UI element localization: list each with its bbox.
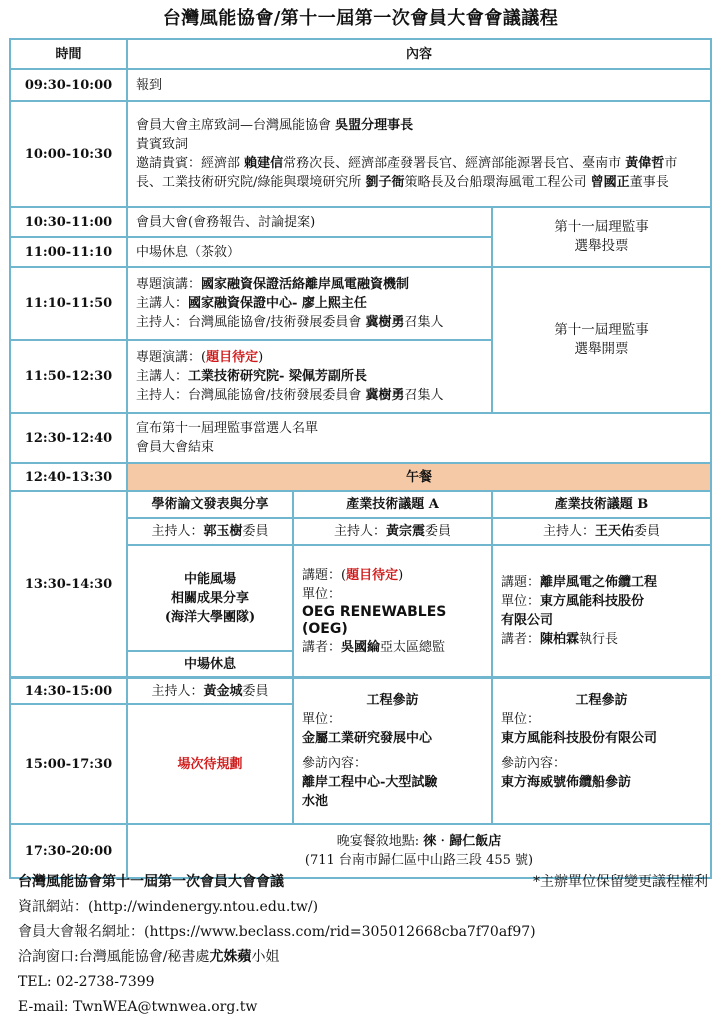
break2-text: 中場休息 xyxy=(127,651,293,677)
time-cell: 17:30-20:00 xyxy=(10,824,127,878)
afternoon-col1-host: 主持人：黃金城委員 xyxy=(127,678,293,704)
session-col2-body: 講題：(題目待定) 單位： OEG RENEWABLES (OEG) 講者：吳國綸亞太區總監 xyxy=(293,545,492,677)
session-col3-host: 主持人：王天佑委員 xyxy=(492,518,711,545)
email-link[interactable]: E-mail: TwnWEA@twnwea.org.tw xyxy=(18,999,258,1015)
phone-number: TEL: 02-2738-7399 xyxy=(18,974,155,990)
table-row xyxy=(10,69,711,101)
footer-org: 台灣風能協會第十一屆第一次會員大會會議 xyxy=(18,874,284,890)
table-row xyxy=(10,463,711,491)
header-time: 時間 xyxy=(10,39,127,69)
voting-cell: 第十一屆理監事 選舉投票 xyxy=(492,207,711,267)
time-cell: 12:30-12:40 xyxy=(10,413,127,463)
registration-text: 報到 xyxy=(127,69,711,101)
table-row xyxy=(10,491,711,518)
footer xyxy=(18,870,708,1020)
session-col1-body: 中能風場 相關成果分享 (海洋大學團隊) xyxy=(127,545,293,651)
afternoon-col3: 工程參訪 單位： 東方風能科技股份有限公司 參訪內容： 東方海威號佈纜船參訪 xyxy=(492,678,711,824)
time-cell: 09:30-10:00 xyxy=(10,69,127,101)
table-row xyxy=(10,267,711,340)
time-cell: 11:50-12:30 xyxy=(10,340,127,413)
header-content: 內容 xyxy=(127,39,711,69)
talk1-content: 專題演講：國家融資保證活絡離岸風電融資機制 主講人：國家融資保證中心- 廖上熙主任 主持人：台灣風能協會/技術發展委員會 冀樹勇召集人 xyxy=(127,267,492,340)
time-cell: 14:30-15:00 xyxy=(10,678,127,704)
contact-line: 洽詢窗口:台灣風能協會/秘書處尤姝蘋小姐 xyxy=(18,949,280,965)
table-row xyxy=(10,413,711,463)
afternoon-col2: 工程參訪 單位： 金屬工業研究發展中心 參訪內容： 離岸工程中心-大型試驗 水池 xyxy=(293,678,492,824)
counting-cell: 第十一屆理監事 選舉開票 xyxy=(492,267,711,413)
page-title: 台灣風能協會/第十一屆第一次會員大會會議議程 xyxy=(162,8,559,29)
time-cell: 13:30-14:30 xyxy=(10,491,127,677)
table-row xyxy=(10,678,711,704)
lunch-cell: 午餐 xyxy=(127,463,711,491)
footer-rights: *主辦單位保留變更議程權利 xyxy=(533,874,708,890)
website-link[interactable]: 資訊網站：(http://windenergy.ntou.edu.tw/) xyxy=(18,899,319,915)
registration-link[interactable]: 會員大會報名網址：(https://www.beclass.com/rid=305012668cba7f70af97) xyxy=(18,924,536,940)
afternoon-col1-body: 場次待規劃 xyxy=(127,704,293,824)
time-cell: 10:30-11:00 xyxy=(10,207,127,237)
session-col2-host: 主持人：黃宗震委員 xyxy=(293,518,492,545)
opening-content: 會員大會主席致詞—台灣風能協會 吳盟分理事長 貴賓致詞 邀請貴賓：經濟部 賴建信常務次長、經濟部產發署長官、經濟部能源署長官、臺南市 黃偉哲市長、工業技術研究院/綠能與環境研究所 劉子衙策略長及台船環海風電工程公司 曾國正董事長 xyxy=(127,101,711,207)
session-col2-title: 產業技術議題 A xyxy=(293,491,492,518)
session-col3-body: 講題：離岸風電之佈纜工程 單位：東方風能科技股份 有限公司 講者：陳柏霖執行長 xyxy=(492,545,711,677)
break-text: 中場休息（茶敘） xyxy=(127,237,492,267)
table-header-row xyxy=(10,39,711,69)
time-cell: 11:10-11:50 xyxy=(10,267,127,340)
time-cell: 11:00-11:10 xyxy=(10,237,127,267)
assembly-text: 會員大會(會務報告、討論提案) xyxy=(127,207,492,237)
time-cell: 10:00-10:30 xyxy=(10,101,127,207)
table-row xyxy=(10,207,711,237)
agenda-table xyxy=(9,38,712,879)
session-col3-title: 產業技術議題 B xyxy=(492,491,711,518)
session-col1-host: 主持人：郭玉樹委員 xyxy=(127,518,293,545)
talk2-content: 專題演講：(題目待定) 主講人：工業技術研究院- 梁佩芳副所長 主持人：台灣風能協會/技術發展委員會 冀樹勇召集人 xyxy=(127,340,492,413)
table-row xyxy=(10,101,711,207)
results-content: 宣布第十一屆理監事當選人名單 會員大會結束 xyxy=(127,413,711,463)
time-cell: 12:40-13:30 xyxy=(10,463,127,491)
time-cell: 15:00-17:30 xyxy=(10,704,127,824)
dinner-content: 晚宴餐敘地點: 徠‧歸仁飯店 (711 台南市歸仁區中山路三段 455 號) xyxy=(127,824,711,878)
session-col1-title: 學術論文發表與分享 xyxy=(127,491,293,518)
